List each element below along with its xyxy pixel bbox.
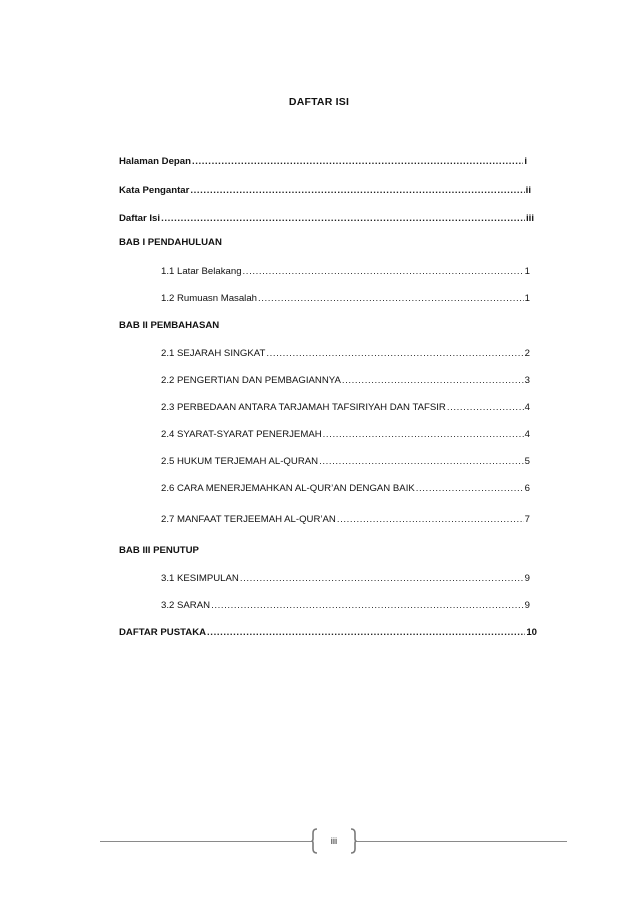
footer-left-brace	[311, 828, 318, 854]
toc-entry-label: 2.1 SEJARAH SINGKAT	[161, 348, 266, 359]
toc-leader-dots	[190, 185, 524, 196]
toc-entry-page: 2	[524, 348, 530, 359]
toc-entry-label: Kata Pengantar	[119, 185, 190, 196]
toc-entry-page: 6	[524, 483, 530, 494]
toc-entry-halaman-depan[interactable]	[119, 156, 527, 167]
toc-leader-dots	[207, 627, 525, 638]
toc-entry-daftar-pustaka[interactable]	[119, 627, 537, 638]
toc-entry-page: 4	[524, 429, 530, 440]
toc-entry-label: DAFTAR PUSTAKA	[119, 627, 207, 638]
toc-leader-dots	[337, 514, 524, 525]
toc-leader-dots	[211, 600, 524, 611]
toc-entry-label: 1.2 Rumuasn Masalah	[161, 293, 257, 304]
toc-entry-2-6[interactable]	[161, 483, 530, 494]
toc-entry-label: 2.5 HUKUM TERJEMAH AL-QURAN	[161, 456, 319, 467]
toc-leader-dots	[266, 348, 523, 359]
toc-leader-dots	[447, 402, 524, 413]
toc-entry-page: ii	[525, 185, 531, 196]
toc-entry-label: 3.1 KESIMPULAN	[161, 573, 239, 584]
toc-leader-dots	[243, 266, 524, 277]
toc-entry-label: Halaman Depan	[119, 156, 191, 167]
toc-leader-dots	[192, 156, 523, 167]
toc-entry-kata-pengantar[interactable]	[119, 185, 531, 196]
toc-entry-label: 2.6 CARA MENERJEMAHKAN AL-QUR’AN DENGAN BAIK	[161, 483, 415, 494]
footer-rule-left	[100, 841, 312, 842]
toc-entry-daftar-isi[interactable]	[119, 213, 534, 224]
toc-leader-dots	[258, 293, 524, 304]
toc-leader-dots	[240, 573, 524, 584]
toc-leader-dots	[342, 375, 524, 386]
toc-entry-page: 1	[524, 293, 530, 304]
toc-entry-2-1[interactable]	[161, 348, 530, 359]
toc-entry-label: 2.7 MANFAAT TERJEEMAH AL-QUR’AN	[161, 514, 336, 525]
toc-entry-page: 9	[524, 573, 530, 584]
chapter-heading-bab-3: BAB III PENUTUP	[119, 545, 199, 556]
toc-entry-2-2[interactable]	[161, 375, 530, 386]
footer-rule-right	[356, 841, 567, 842]
toc-entry-label: Daftar Isi	[119, 213, 161, 224]
toc-entry-page: 10	[526, 627, 537, 638]
toc-entry-page: i	[524, 156, 527, 167]
toc-entry-label: 2.2 PENGERTIAN DAN PEMBAGIANNYA	[161, 375, 341, 386]
toc-entry-page: 4	[524, 402, 530, 413]
footer-right-brace	[350, 828, 357, 854]
toc-entry-3-1[interactable]	[161, 573, 530, 584]
toc-entry-page: 5	[524, 456, 530, 467]
toc-entry-page: 3	[524, 375, 530, 386]
toc-entry-page: 9	[524, 600, 530, 611]
toc-entry-1-2[interactable]	[161, 293, 530, 304]
toc-leader-dots	[323, 429, 524, 440]
toc-entry-page: iii	[526, 213, 534, 224]
toc-entry-2-5[interactable]	[161, 456, 530, 467]
footer-page-number: iii	[330, 836, 338, 847]
toc-entry-3-2[interactable]	[161, 600, 530, 611]
page-title: DAFTAR ISI	[288, 96, 350, 108]
toc-entry-2-7[interactable]	[161, 514, 530, 525]
toc-leader-dots	[319, 456, 524, 467]
toc-entry-page: 7	[524, 514, 530, 525]
toc-entry-2-4[interactable]	[161, 429, 530, 440]
toc-leader-dots	[161, 213, 525, 224]
toc-entry-1-1[interactable]	[161, 266, 530, 277]
toc-entry-label: 2.4 SYARAT-SYARAT PENERJEMAH	[161, 429, 322, 440]
toc-leader-dots	[416, 483, 524, 494]
chapter-heading-bab-1: BAB I PENDAHULUAN	[119, 237, 222, 248]
toc-entry-2-3[interactable]	[161, 402, 530, 413]
toc-entry-label: 3.2 SARAN	[161, 600, 211, 611]
toc-entry-page: 1	[524, 266, 530, 277]
chapter-heading-bab-2: BAB II PEMBAHASAN	[119, 320, 220, 331]
toc-entry-label: 2.3 PERBEDAAN ANTARA TARJAMAH TAFSIRIYAH DAN TAFSIR	[161, 402, 446, 413]
toc-entry-label: 1.1 Latar Belakang	[161, 266, 242, 277]
